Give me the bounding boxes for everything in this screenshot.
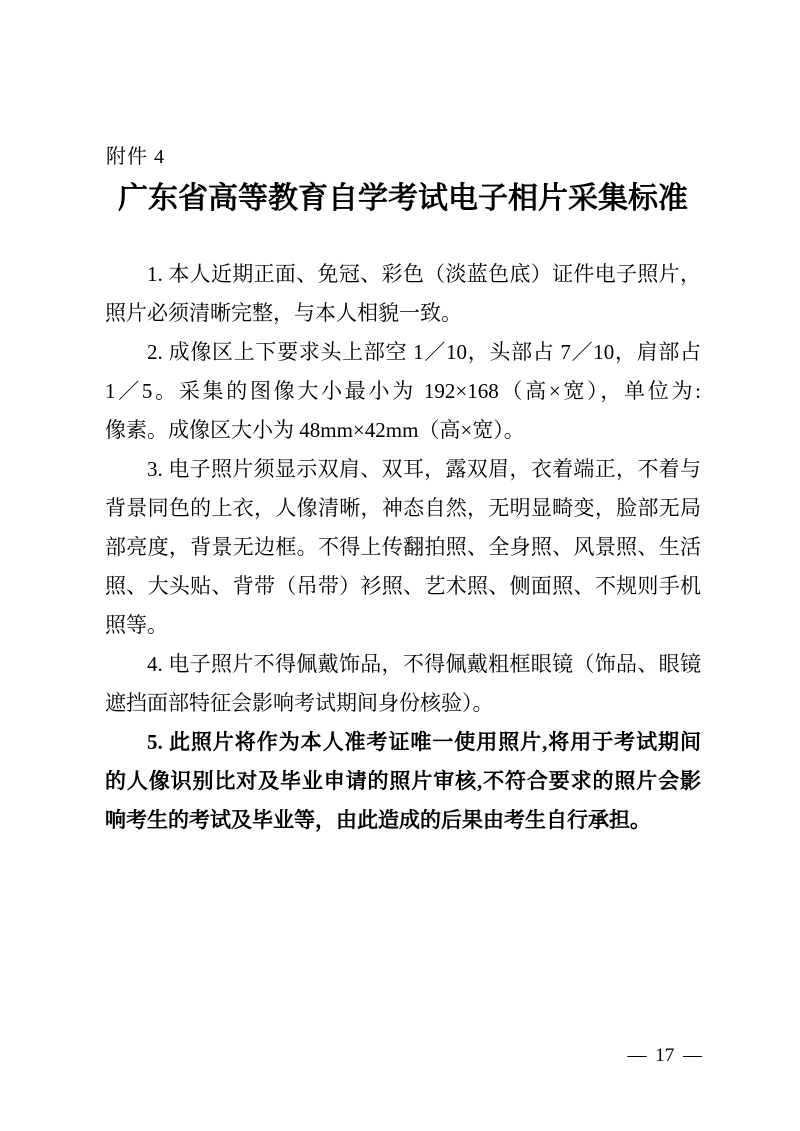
paragraph-line: 4. 电子照片不得佩戴饰品，不得佩戴粗框眼镜（饰品、眼镜 xyxy=(147,652,701,676)
attachment-label: 附件 4 xyxy=(106,146,165,168)
paragraph-line: 背景同色的上衣，人像清晰，神态自然，无明显畸变，脸部无局 xyxy=(105,496,701,520)
paragraph-line: 1. 本人近期正面、免冠、彩色（淡蓝色底）证件电子照片， xyxy=(147,262,701,286)
paragraph-line: 照等。 xyxy=(105,613,168,637)
paragraph-4 xyxy=(105,645,701,723)
paragraph-line: 遮挡面部特征会影响考试期间身份核验）。 xyxy=(105,691,494,715)
paragraph-line: 1／5。采集的图像大小最小为 192×168（高×宽），单位为: xyxy=(105,379,701,403)
paragraph-1 xyxy=(105,255,701,333)
paragraph-line: 5. 此照片将作为本人准考证唯一使用照片,将用于考试期间 xyxy=(147,730,701,754)
paragraph-line: 照、大头贴、背带（吊带）衫照、艺术照、侧面照、不规则手机 xyxy=(105,574,701,598)
paragraph-line: 3. 电子照片须显示双肩、双耳，露双眉，衣着端正，不着与 xyxy=(147,457,701,481)
page-title: 广东省高等教育自学考试电子相片采集标准 xyxy=(118,182,688,215)
paragraph-line: 照片必须清晰完整，与本人相貌一致。 xyxy=(105,301,462,325)
paragraph-line: 像素。成像区大小为 48mm×42mm（高×宽）。 xyxy=(105,418,525,442)
paragraph-2 xyxy=(105,333,701,450)
paragraph-line: 2. 成像区上下要求头上部空 1／10，头部占 7／10，肩部占 xyxy=(147,340,701,364)
paragraph-line: 部亮度，背景无边框。不得上传翻拍照、全身照、风景照、生活 xyxy=(105,535,701,559)
page-number: — 17 — xyxy=(627,1045,702,1066)
paragraph-line: 的人像识别比对及毕业申请的照片审核,不符合要求的照片会影 xyxy=(105,769,701,793)
document-body xyxy=(105,255,701,840)
paragraph-line: 响考生的考试及毕业等，由此造成的后果由考生自行承担。 xyxy=(105,808,651,832)
paragraph-5 xyxy=(105,723,701,840)
paragraph-3 xyxy=(105,450,701,645)
